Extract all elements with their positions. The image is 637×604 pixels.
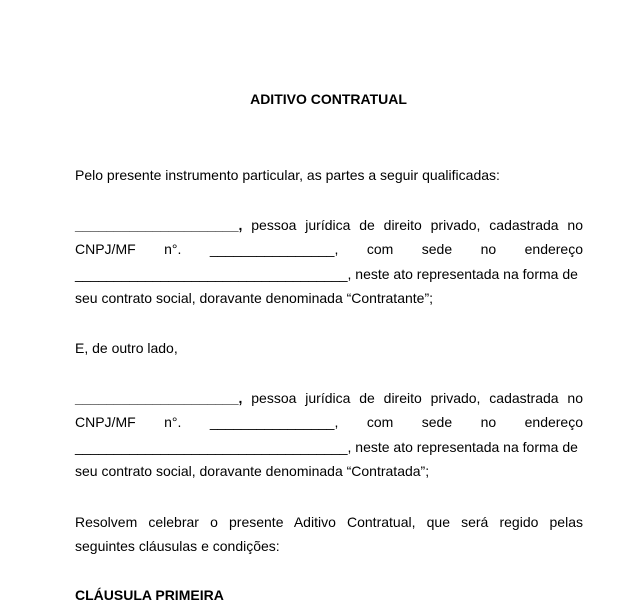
- party1-line4: seu contrato social, doravante denominada “Contratante”;: [75, 290, 433, 306]
- party1-cnpj-blank: ________________,: [209, 241, 339, 257]
- party2-name-blank: [75, 390, 242, 406]
- resolve-line2: seguintes cláusulas e condições:: [75, 538, 280, 554]
- party2-line1: [75, 389, 583, 407]
- resolve-line1: Resolvem celebrar o presente Aditivo Contratual, que será regido pelas: [75, 514, 583, 530]
- party2-word-com: com: [366, 414, 394, 430]
- party2-line2: [75, 413, 583, 431]
- party1-line1-text: pessoa jurídica de direito privado, cadastrada no: [242, 217, 583, 233]
- party1-comma: ,: [238, 217, 243, 233]
- party2-word-sede: sede: [421, 414, 453, 430]
- party2-line1-text: pessoa jurídica de direito privado, cadastrada no: [242, 390, 583, 406]
- party2-cnpj-label: CNPJ/MF: [75, 414, 136, 430]
- party2-cnpj-blank: ________________,: [209, 414, 339, 430]
- party1-cnpj-label: CNPJ/MF: [75, 241, 136, 257]
- intro-paragraph: Pelo presente instrumento particular, as partes a seguir qualificadas:: [75, 167, 500, 183]
- party2-name-underscores: _____________________: [75, 390, 239, 406]
- document-title: ADITIVO CONTRATUAL: [250, 91, 407, 107]
- party1-word-endereco: endereço: [524, 241, 584, 257]
- party2-word-endereco: endereço: [524, 414, 584, 430]
- party1-line1: [75, 216, 583, 234]
- party1-word-no: no: [480, 241, 497, 257]
- party1-word-sede: sede: [421, 241, 453, 257]
- party1-word-com: com: [366, 241, 394, 257]
- party1-name-blank: [75, 217, 242, 233]
- other-side-text: E, de outro lado,: [75, 340, 178, 356]
- party2-number-label: n°.: [164, 414, 182, 430]
- party1-number-label: n°.: [164, 241, 182, 257]
- party2-line4: seu contrato social, doravante denominada “Contratada”;: [75, 463, 430, 479]
- party1-line3: ___________________________________, neste ato representada na forma de: [75, 266, 578, 282]
- party2-word-no: no: [480, 414, 497, 430]
- party1-name-underscores: _____________________: [75, 217, 239, 233]
- party2-line3: ___________________________________, neste ato representada na forma de: [75, 439, 578, 455]
- party1-line2: [75, 240, 583, 258]
- clause-heading: CLÁUSULA PRIMEIRA: [75, 587, 224, 603]
- party2-comma: ,: [238, 390, 243, 406]
